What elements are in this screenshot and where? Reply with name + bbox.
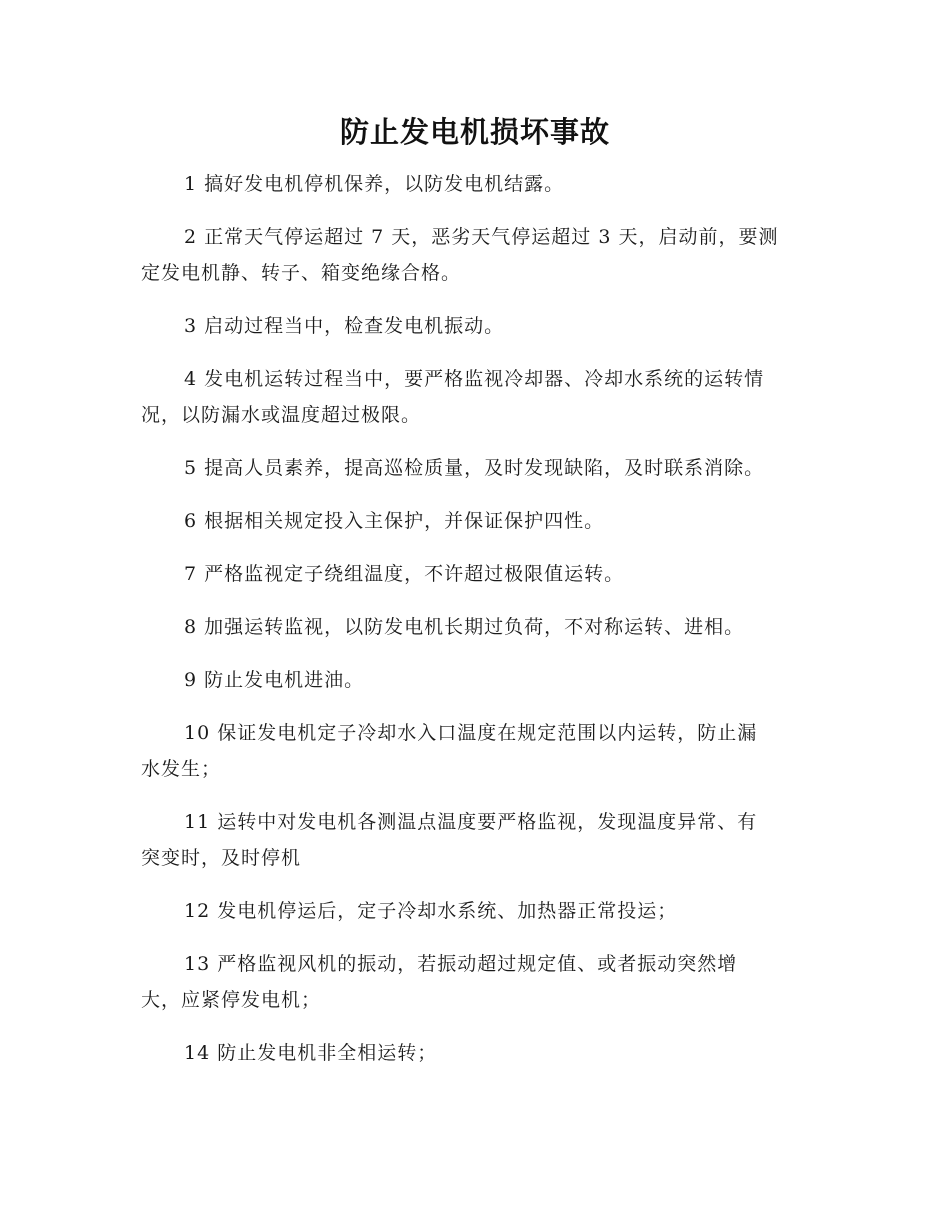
paragraph-line: 11 运转中对发电机各测温点温度要严格监视，发现温度异常、有 (184, 811, 758, 833)
list-item (141, 609, 811, 645)
list-item (141, 556, 811, 592)
paragraph-line: 况，以防漏水或温度超过极限。 (141, 404, 422, 426)
paragraph-line: 5 提高人员素养，提高巡检质量，及时发现缺陷，及时联系消除。 (184, 457, 765, 479)
paragraph-line: 3 启动过程当中，检查发电机振动。 (184, 315, 505, 337)
paragraph-line: 水发生； (141, 758, 222, 780)
list-item (141, 893, 811, 929)
paragraph-line: 6 根据相关规定投入主保护，并保证保护四性。 (184, 510, 605, 532)
list-item (141, 1035, 811, 1071)
paragraph-line: 2 正常天气停运超过 7 天，恶劣天气停运超过 3 天，启动前，要测 (184, 226, 779, 248)
paragraph-line: 9 防止发电机进油。 (184, 669, 365, 691)
paragraph-line: 大，应紧停发电机； (141, 989, 322, 1011)
list-item (141, 361, 811, 433)
paragraph-line: 12 发电机停运后，定子冷却水系统、加热器正常投运； (184, 900, 678, 922)
list-item (141, 715, 811, 787)
paragraph-line: 定发电机静、转子、箱变绝缘合格。 (141, 262, 462, 284)
list-item (141, 804, 811, 876)
list-item (141, 219, 811, 291)
list-item (141, 503, 811, 539)
paragraph-line: 13 严格监视风机的振动，若振动超过规定值、或者振动突然增 (184, 953, 738, 975)
list-item (141, 166, 811, 202)
paragraph-line: 1 搞好发电机停机保养，以防发电机结露。 (184, 173, 565, 195)
paragraph-line: 7 严格监视定子绕组温度，不许超过极限值运转。 (184, 563, 625, 585)
document-title: 防止发电机损坏事故 (339, 115, 610, 149)
list-item (141, 662, 811, 698)
paragraph-line: 8 加强运转监视，以防发电机长期过负荷，不对称运转、进相。 (184, 616, 745, 638)
list-item (141, 308, 811, 344)
list-item (141, 946, 811, 1018)
paragraph-line: 10 保证发电机定子冷却水入口温度在规定范围以内运转，防止漏 (184, 722, 758, 744)
document-body (141, 166, 811, 1088)
paragraph-line: 突变时，及时停机 (141, 847, 302, 869)
paragraph-line: 14 防止发电机非全相运转； (184, 1042, 438, 1064)
paragraph-line: 4 发电机运转过程当中，要严格监视冷却器、冷却水系统的运转情 (184, 368, 765, 390)
list-item (141, 450, 811, 486)
